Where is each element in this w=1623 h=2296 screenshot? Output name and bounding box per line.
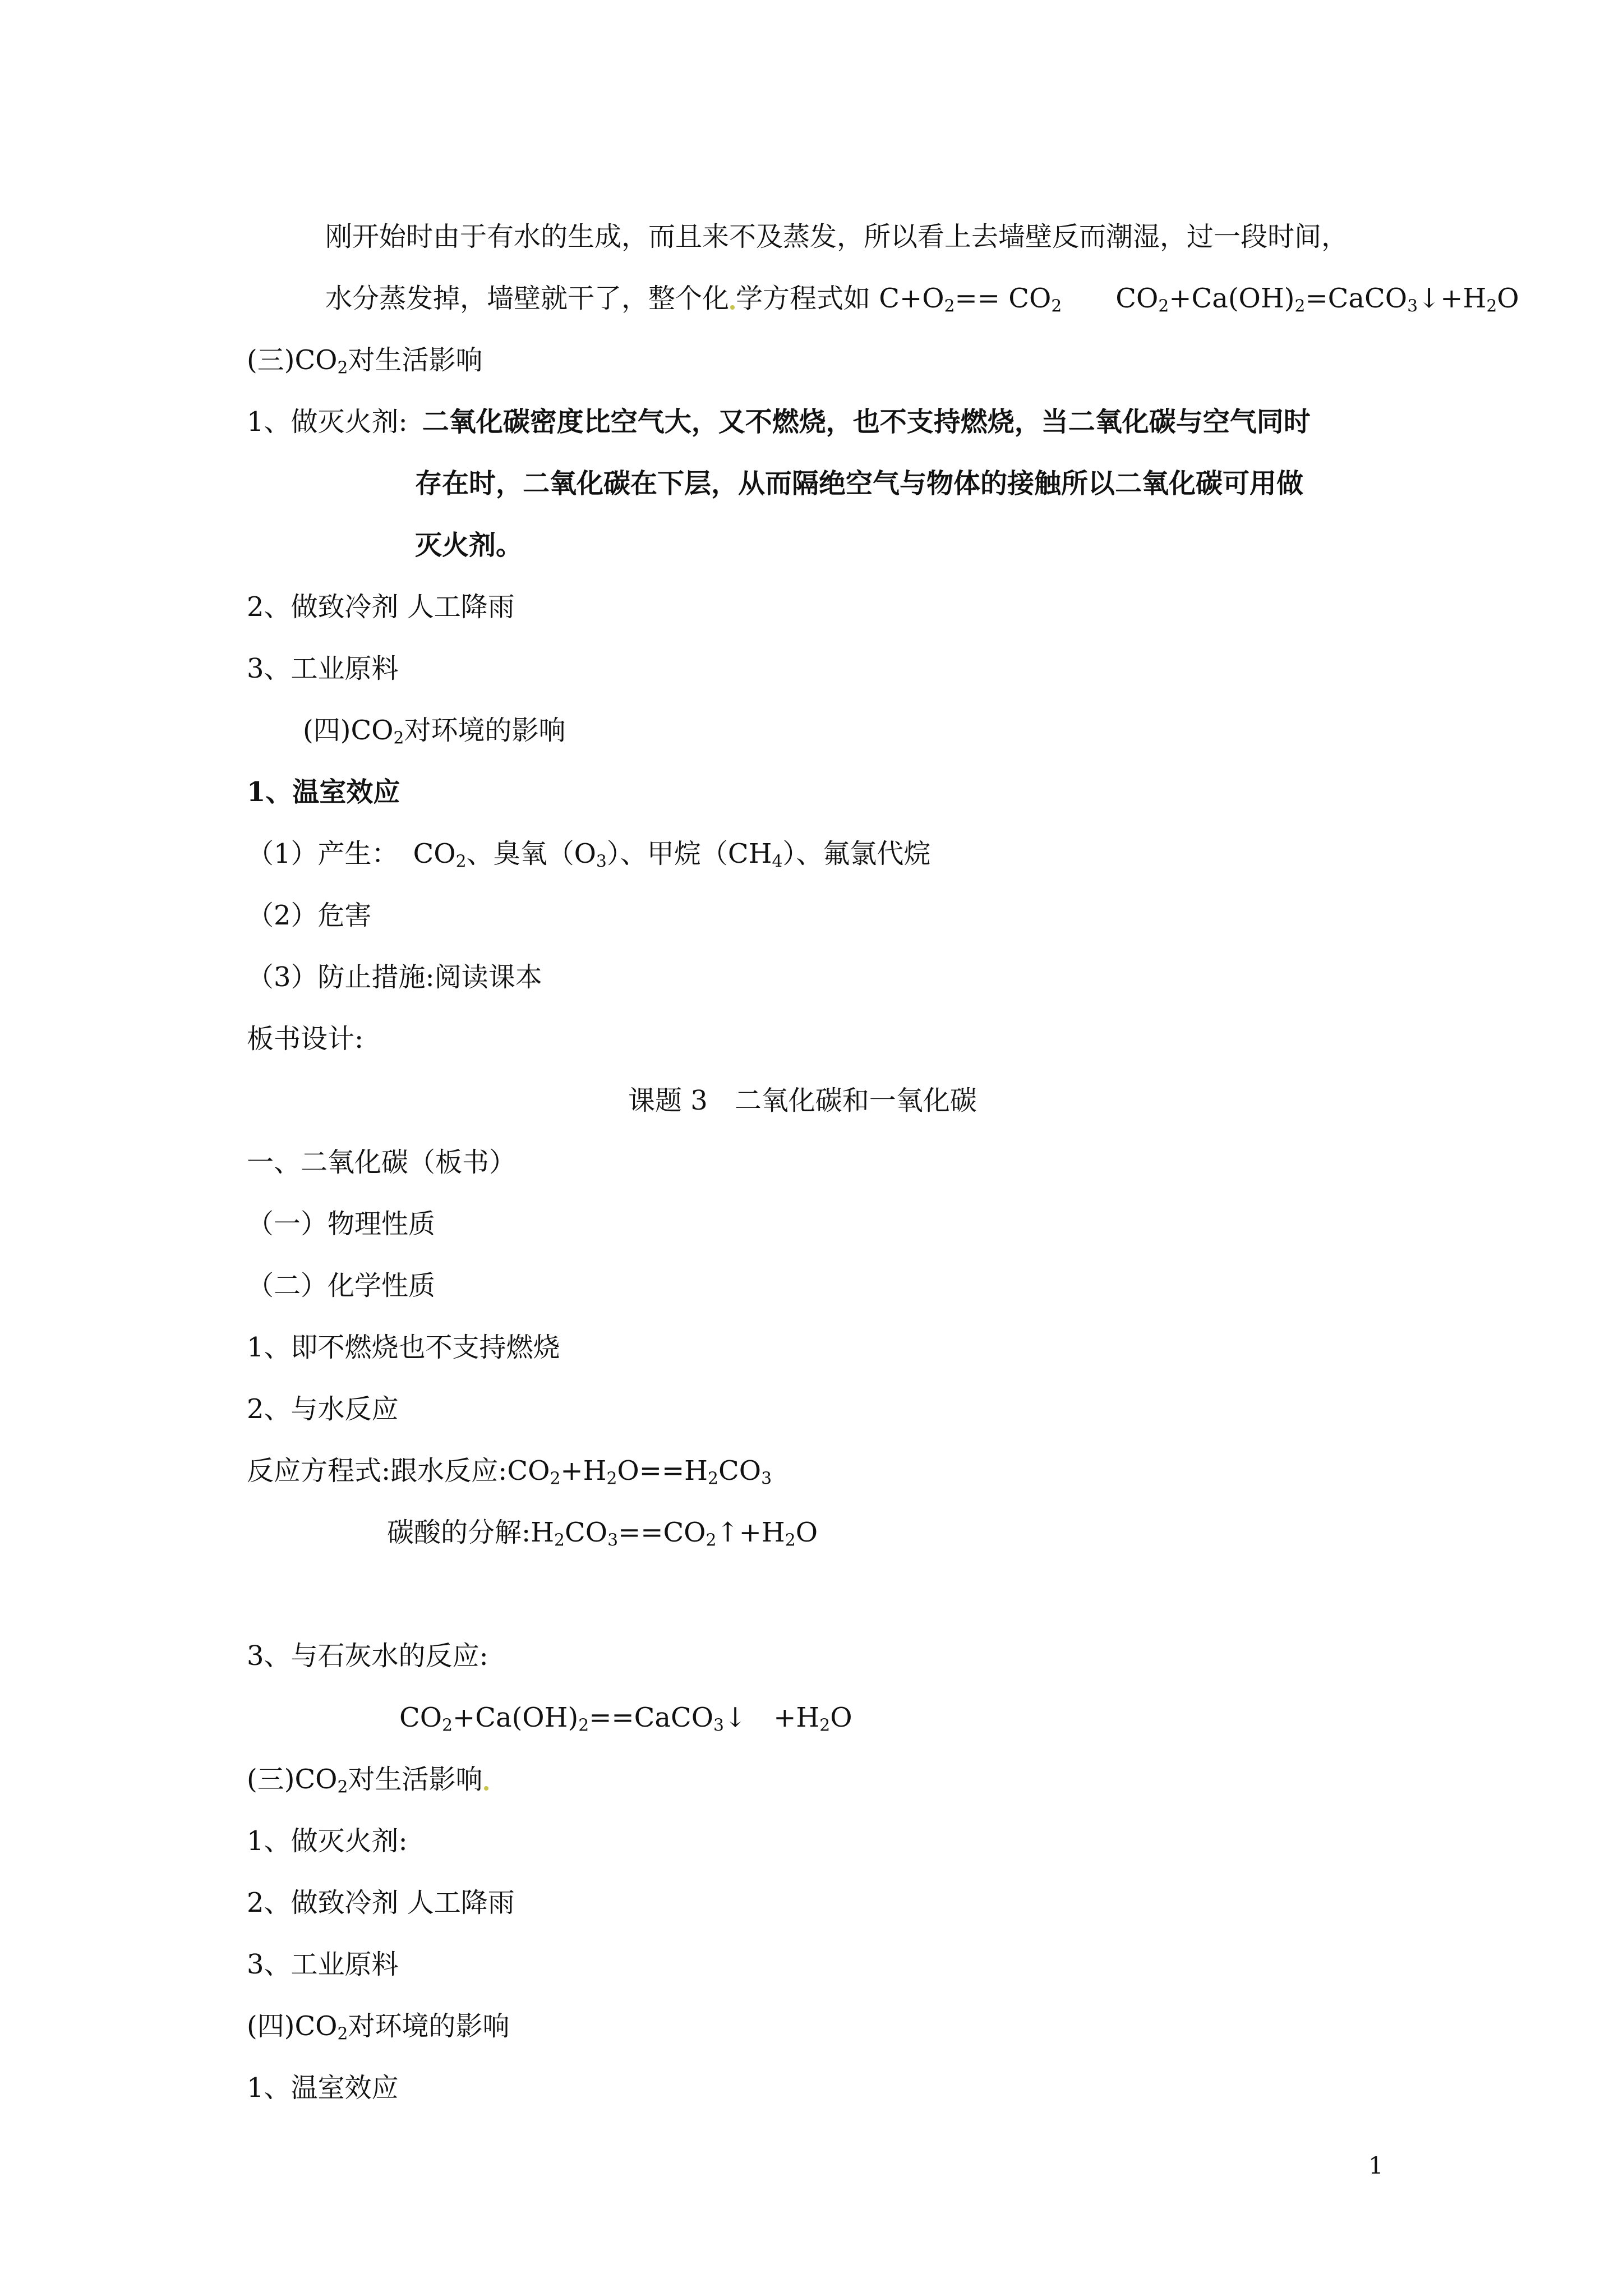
list-item: 3、工业原料 [247,653,399,684]
section-heading: 一、二氧化碳（板书） [247,1147,517,1178]
equation-line [399,1701,852,1734]
list-item: （3）防止措施:阅读课本 [247,961,542,993]
page-number: 1 [1368,2152,1384,2179]
equation-limewater-2: $CO_2+Ca(OH)_2==CaCO_3↓$ $+H_2O$ [399,1702,852,1736]
equation-combustion: $C+O_2== CO_2$ [879,283,1062,316]
list-item: 3、工业原料 [247,1949,399,1980]
section-heading: (四)$CO_2$对环境的影响 [247,2010,510,2044]
list-item: 2、做致冷剂 人工降雨 [247,1887,515,1918]
list-item: 2、做致冷剂 人工降雨 [247,591,515,623]
mark-dot [484,1786,488,1791]
bold-text: 存在时，二氧化碳在下层，从而隔绝空气与物体的接触所以二氧化碳可用做 [415,468,1304,499]
text: 学方程式如 [736,283,871,314]
list-item: （2）危害 [247,900,372,931]
equation-decomposition: $H_2CO_3==CO_2↑+H_2O$ [531,1517,818,1550]
equation-limewater: $CO_2+Ca(OH)_2=CaCO_3↓+H_2O$ [1115,283,1519,316]
equation-line [325,282,1519,315]
equation-water: $CO_2+H_2O==H_2CO_3$ [507,1455,772,1489]
bold-text: 二氧化碳密度比空气大，又不燃烧，也不支持燃烧，当二氧化碳与空气同时 [422,406,1311,438]
list-item: （一）物理性质 [247,1208,436,1240]
list-item: 3、与石灰水的反应: [247,1640,488,1672]
equation-line: 碳酸的分解$:H_2CO_3==CO_2↑+H_2O$ [387,1517,818,1550]
text: 刚开始时由于有水的生成，而且来不及蒸发，所以看上去墙壁反而潮湿，过一段时间， [325,221,1349,252]
title: 课题 3 二氧化碳和一氧化碳 [628,1085,977,1116]
label: 板书设计: [247,1023,364,1055]
list-item: 1、即不燃烧也不支持燃烧 [247,1332,560,1363]
list-item: 1、做灭火剂: [247,1825,408,1857]
equation-line: 反应方程式:跟水反应$:CO_2+H_2O==H_2CO_3$ [247,1455,772,1489]
section-heading: (四)$CO_2$对环境的影响 [303,715,566,748]
list-item: 1、温室效应 [247,2072,399,2104]
bold-heading: 1、温室效应 [247,776,400,808]
bold-text: 灭火剂。 [415,530,523,561]
list-item: 1、做灭火剂: 二氧化碳密度比空气大，又不燃烧，也不支持燃烧，当二氧化碳与空气同时 [247,406,1311,438]
mark-dot [730,305,735,310]
section-heading: (三)$CO_2$对生活影响 [247,344,483,378]
text: 水分蒸发掉，墙壁就干了，整个化 [325,283,730,314]
paragraph-line [325,220,1348,254]
list-item: （二）化学性质 [247,1270,436,1301]
list-item: （1）产生： $CO_2$、臭氧$(O_3)$、甲烷$(CH_4)$、氟氯代烷 [247,838,931,872]
list-item: 2、与水反应 [247,1393,399,1425]
section-heading: (三)$CO_2$对生活影响 [247,1763,490,1796]
